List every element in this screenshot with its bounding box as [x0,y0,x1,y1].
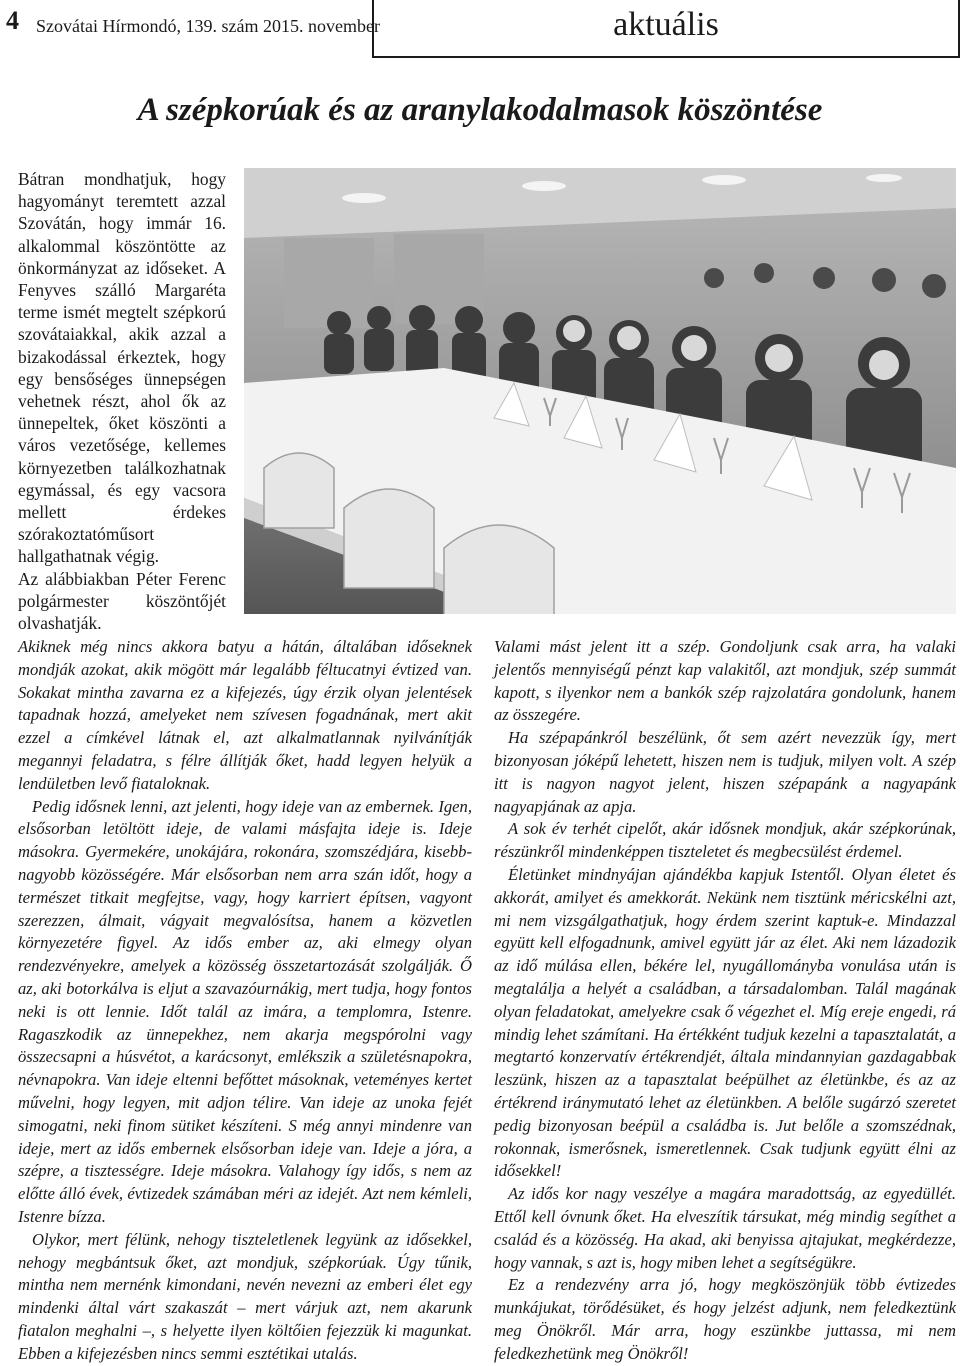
intro-paragraph: Bátran mondhatjuk, hogy hagyományt teremtett azzal Szovátán, hogy immár 16. alkalommal köszöntötte az önkormányzat az időseket. A Fenyves szálló Margaréta terme ismét megtelt szépkorú szovátaiakkal, akik azzal a bizakodással érkeztek, hogy egy bensőséges ünnepségen vehetnek részt, ahol ők az ünnepeltek, őket köszönti a város vezetősége, kellemes környezetben találkozhatnak egymással, és egy vacsora mellett érdekes szórakoztatóműsort hallgathatnak végig. [18,169,226,567]
article-column-right [494,636,956,1366]
publication-info: Szovátai Hírmondó, 139. szám 2015. november [36,16,380,36]
body-paragraph: Ha szépapánkról beszélünk, őt sem azért nevezzük így, mert bizonyosan jóképű lehetett, hiszen nem is tudjuk, milyen volt. A szép itt is nagyon nagyot jelent, hiszen szépapánk a nagyapánk nagyapjának az apja. [494,728,956,816]
body-paragraph: Pedig idősnek lenni, azt jelenti, hogy ideje van az embernek. Igen, elsősorban letöltött ideje, de valami másfajta ideje is. Ideje másokra. Gyermekére, unokájára, rokonára, szomszédjára, kisebb-nagyobb közösségére. Már elsősorban nem arra szán időt, hogy a természet titkait megfejtse, vagy, hogy karriert építsen, vagyont szerezzen, álmait, vágyait megvalósítsa, hanem a közvetlen környezetére figyel. Az idős ember az, aki elmegy olyan rendezvényekre, amelyek a közösség összetartozását szolgálják. Ő az, aki botorkálva is eljut a szavazóurnákig, mert tudja, hogy fontos neki is ott lennie. Időt talál az imára, a templomra, Istenre. Ragaszkodik az ünnepekhez, nem akarja megspórolni vagy összecsapni a húsvétot, a karácsonyt, emlékszik a születésnapokra, névnapokra. Van ideje eltenni befőttet másoknak, veteményes kertet művelni, hogy legyen, mit adjon télire. Van ideje az unoka fejét simogatni, neki finom sütiket készíteni. S még annyi mindenre van ideje, mert az idős embernek elsősorban ideje van. Ideje a jóra, a szépre, a tisztességre. Ideje másokra. Valahogy így idős, s nem az előtte álló évek, évtizedek számában méri az idejét. Azt nem kémleli, Istenre bízza. [18,796,472,1226]
article-column-left [18,636,472,1366]
body-paragraph: Ez a rendezvény arra jó, hogy megköszönjük több évtizedes munkájukat, törődésüket, és hogy jelzést adjunk, nem feledkeztünk meg Önökről. Már arra, hogy eszünkbe juttassa, mi nem feledkezhetünk meg Önökről! [494,1275,956,1363]
banquet-hall-photo [244,168,956,614]
intro-paragraph: Az alábbiakban Péter Ferenc polgármester köszöntőjét olvashatják. [18,568,226,634]
page-header [0,0,960,58]
body-paragraph: Olykor, mert félünk, nehogy tiszteletlenek legyünk az idősekkel, nehogy megbántsuk őket, azt mondjuk, szépkorúak. Úgy tűnik, mintha nem mernénk kimondani, nevén nevezni az emberi élet egy mindenki által várt szakaszát – mert várjuk azt, nem akarunk fiatalon meghalni –, s helyette ilyen költőien fejezzük ki magunkat. Ebben a kifejezésben nincs semmi esztétikai utalás. [18,1229,472,1363]
section-label: aktuális [613,6,719,43]
body-paragraph: Az idős kor nagy veszélye a magára maradottság, az egyedüllét. Ettől kell óvnunk őket. Ha elveszítik társukat, még mindig segíthet a család és a közösség. Ha akad, aki benyissa ajtajukat, megkérdezze, hogy vannak, s azt is, hogy miben lehet a segítségükre. [494,1184,956,1272]
body-paragraph: Valami mást jelent itt a szép. Gondoljunk csak arra, ha valaki jelentős mennyiségű pénzt kap valakitől, azt mondjuk, szép summát kapott, s ilyenkor nem a bankók szép rajzolatára gondolunk, hanem az összegére. [494,637,956,725]
article-title: A szépkorúak és az aranylakodalmasok köszöntése [137,92,823,128]
body-paragraph: Életünket mindnyájan ajándékba kapjuk Istentől. Olyan életet és akkorát, amilyet és amekkorát. Nekünk nem tisztünk méricskélni azt, mi nem vizsgálgathatjuk, hogy érdem szerint kaptuk-e. Mindazzal együtt kell elfogadnunk, amivel együtt jár az élet. Aki nem lázadozik az idő múlása ellen, békére lel, nyugállományba vonulása után is megtalálja a helyét a családban, a társadalomban. Talál magának olyan feladatokat, amelyekre csak ő végezhet el. Míg ereje engedi, rá mindig lehet számítani. Ha értékként tudjuk kezelni a tapasztalatát, a megtartó konzervatív értékrendjét, általa mindannyian gazdagabbak leszünk, hiszen az a tapasztalat beépülhet az életünkbe, és az az értékrend iránymutató lehet az életünkben. A belőle sugárzó szeretet pedig bizonyosan beépül a családba is. Jut belőle a szomszédnak, rokonnak, ismerősnek, ismeretlennek. Csak tudjunk együtt élni az idősekkel! [494,864,956,1181]
article-intro [18,168,226,634]
page-number: 4 [6,6,19,35]
body-paragraph: A sok év terhét cipelőt, akár idősnek mondjuk, akár szépkorúnak, részünkről mindenképpen tiszteletet és megbecsülést érdemel. [494,819,956,862]
body-paragraph: Akiknek még nincs akkora batyu a hátán, általában időseknek mondják azokat, akik mögött már legalább féltucatnyi évtized van. Sokakat mintha zavarna ez a kifejezés, úgy érzik olyan jelentések tapadnak hozzá, amelyeket nem szívesen fogadnának, mert akit ezzel a címkével látnak el, azt alkalmatlannak nyilvánítják megannyi feladatra, s félre állítják őket, hadd legyen helyük a lendületben levő fiataloknak. [18,637,472,793]
photo-illustration [244,168,956,614]
section-label-box [372,0,960,58]
